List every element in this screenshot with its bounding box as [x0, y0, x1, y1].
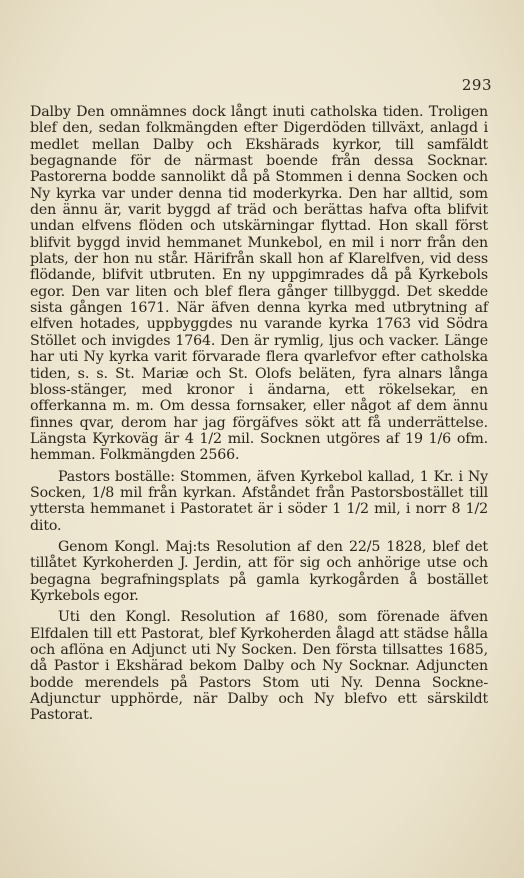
body-text [30, 104, 488, 724]
page-number: 293 [461, 76, 492, 94]
paragraph-royal-resolution-1828: Genom Kongl. Maj:ts Resolution af den 22/5 1828, blef det tillåtet Kyrkoherden J. Jerdin, att för sig och anhörige utse och begagna begrafningsplats på gamla kyrkogården å bostället Kyrkebols egor. [30, 538, 488, 604]
paragraph-pastor-residence: Pastors boställe: Stommen, äfven Kyrkebol kallad, 1 Kr. i Ny Socken, 1/8 mil från kyrkan. Afståndet från Pastorsbostället till yttersta hemmanet i Pastoratet är i söder 1 1/2 mil, i norr 8 1/2 dito. [30, 468, 488, 534]
paragraph-church-history: Dalby Den omnämnes dock långt inuti catholska tiden. Troligen blef den, sedan folkmängden efter Digerdöden tillväxt, anlagd i medlet mellan Dalby och Ekshärads kyrkor, till samfäldt begagnande för de närmast boende från dessa Socknar. Pastorerna bodde sannolikt då på Stommen i denna Socken och Ny kyrka var under denna tid moderkyrka. Den har alltid, som den ännu är, varit byggd af träd och berättas hafva ofta blifvit undan elfvens flöden och utskärningar flyttad. Hon skall först blifvit byggd invid hemmanet Munkebol, en mil i norr från den plats, der hon nu står. Härifrån skall hon af Klarelfven, vid dess flödande, blifvit utbruten. En ny uppgimrades då på Kyrkebols egor. Den var liten och blef flera gånger tillbyggd. Det skedde sista gången 1671. När äfven denna kyrka med utbrytning af elfven hotades, uppbyggdes nu varande kyrka 1763 vid Södra Stöllet och invigdes 1764. Den är rymlig, ljus och vacker. Länge har uti Ny kyrka varit förvarade flera qvarlefvor efter catholska tiden, s. s. St. Mariæ och St. Olofs beläten, fyra alnars långa bloss-stänger, med kronor i ändarna, ett rökelsekar, en offerkanna m. m. Om dessa fornsaker, eller något af dem ännu finnes qvar, derom har jag förgäfves sökt att få underrättelse. Längsta Kyrkoväg är 4 1/2 mil. Socknen utgöres af 19 1/6 ofm. hemman. Folkmängden 2566. [30, 104, 488, 464]
paragraph-adjunct-history: Uti den Kongl. Resolution af 1680, som förenade äfven Elfdalen till ett Pastorat, blef Kyrkoherden ålagd att städse hålla och aflöna en Adjunct uti Ny Socken. Den första tillsattes 1685, då Pastor i Ekshärad bekom Dalby och Ny Socknar. Adjuncten bodde merendels på Pastors Stom uti Ny. Denna Sockne-Adjunctur upphörde, när Dalby och Ny blefvo ett särskildt Pastorat. [30, 609, 488, 724]
